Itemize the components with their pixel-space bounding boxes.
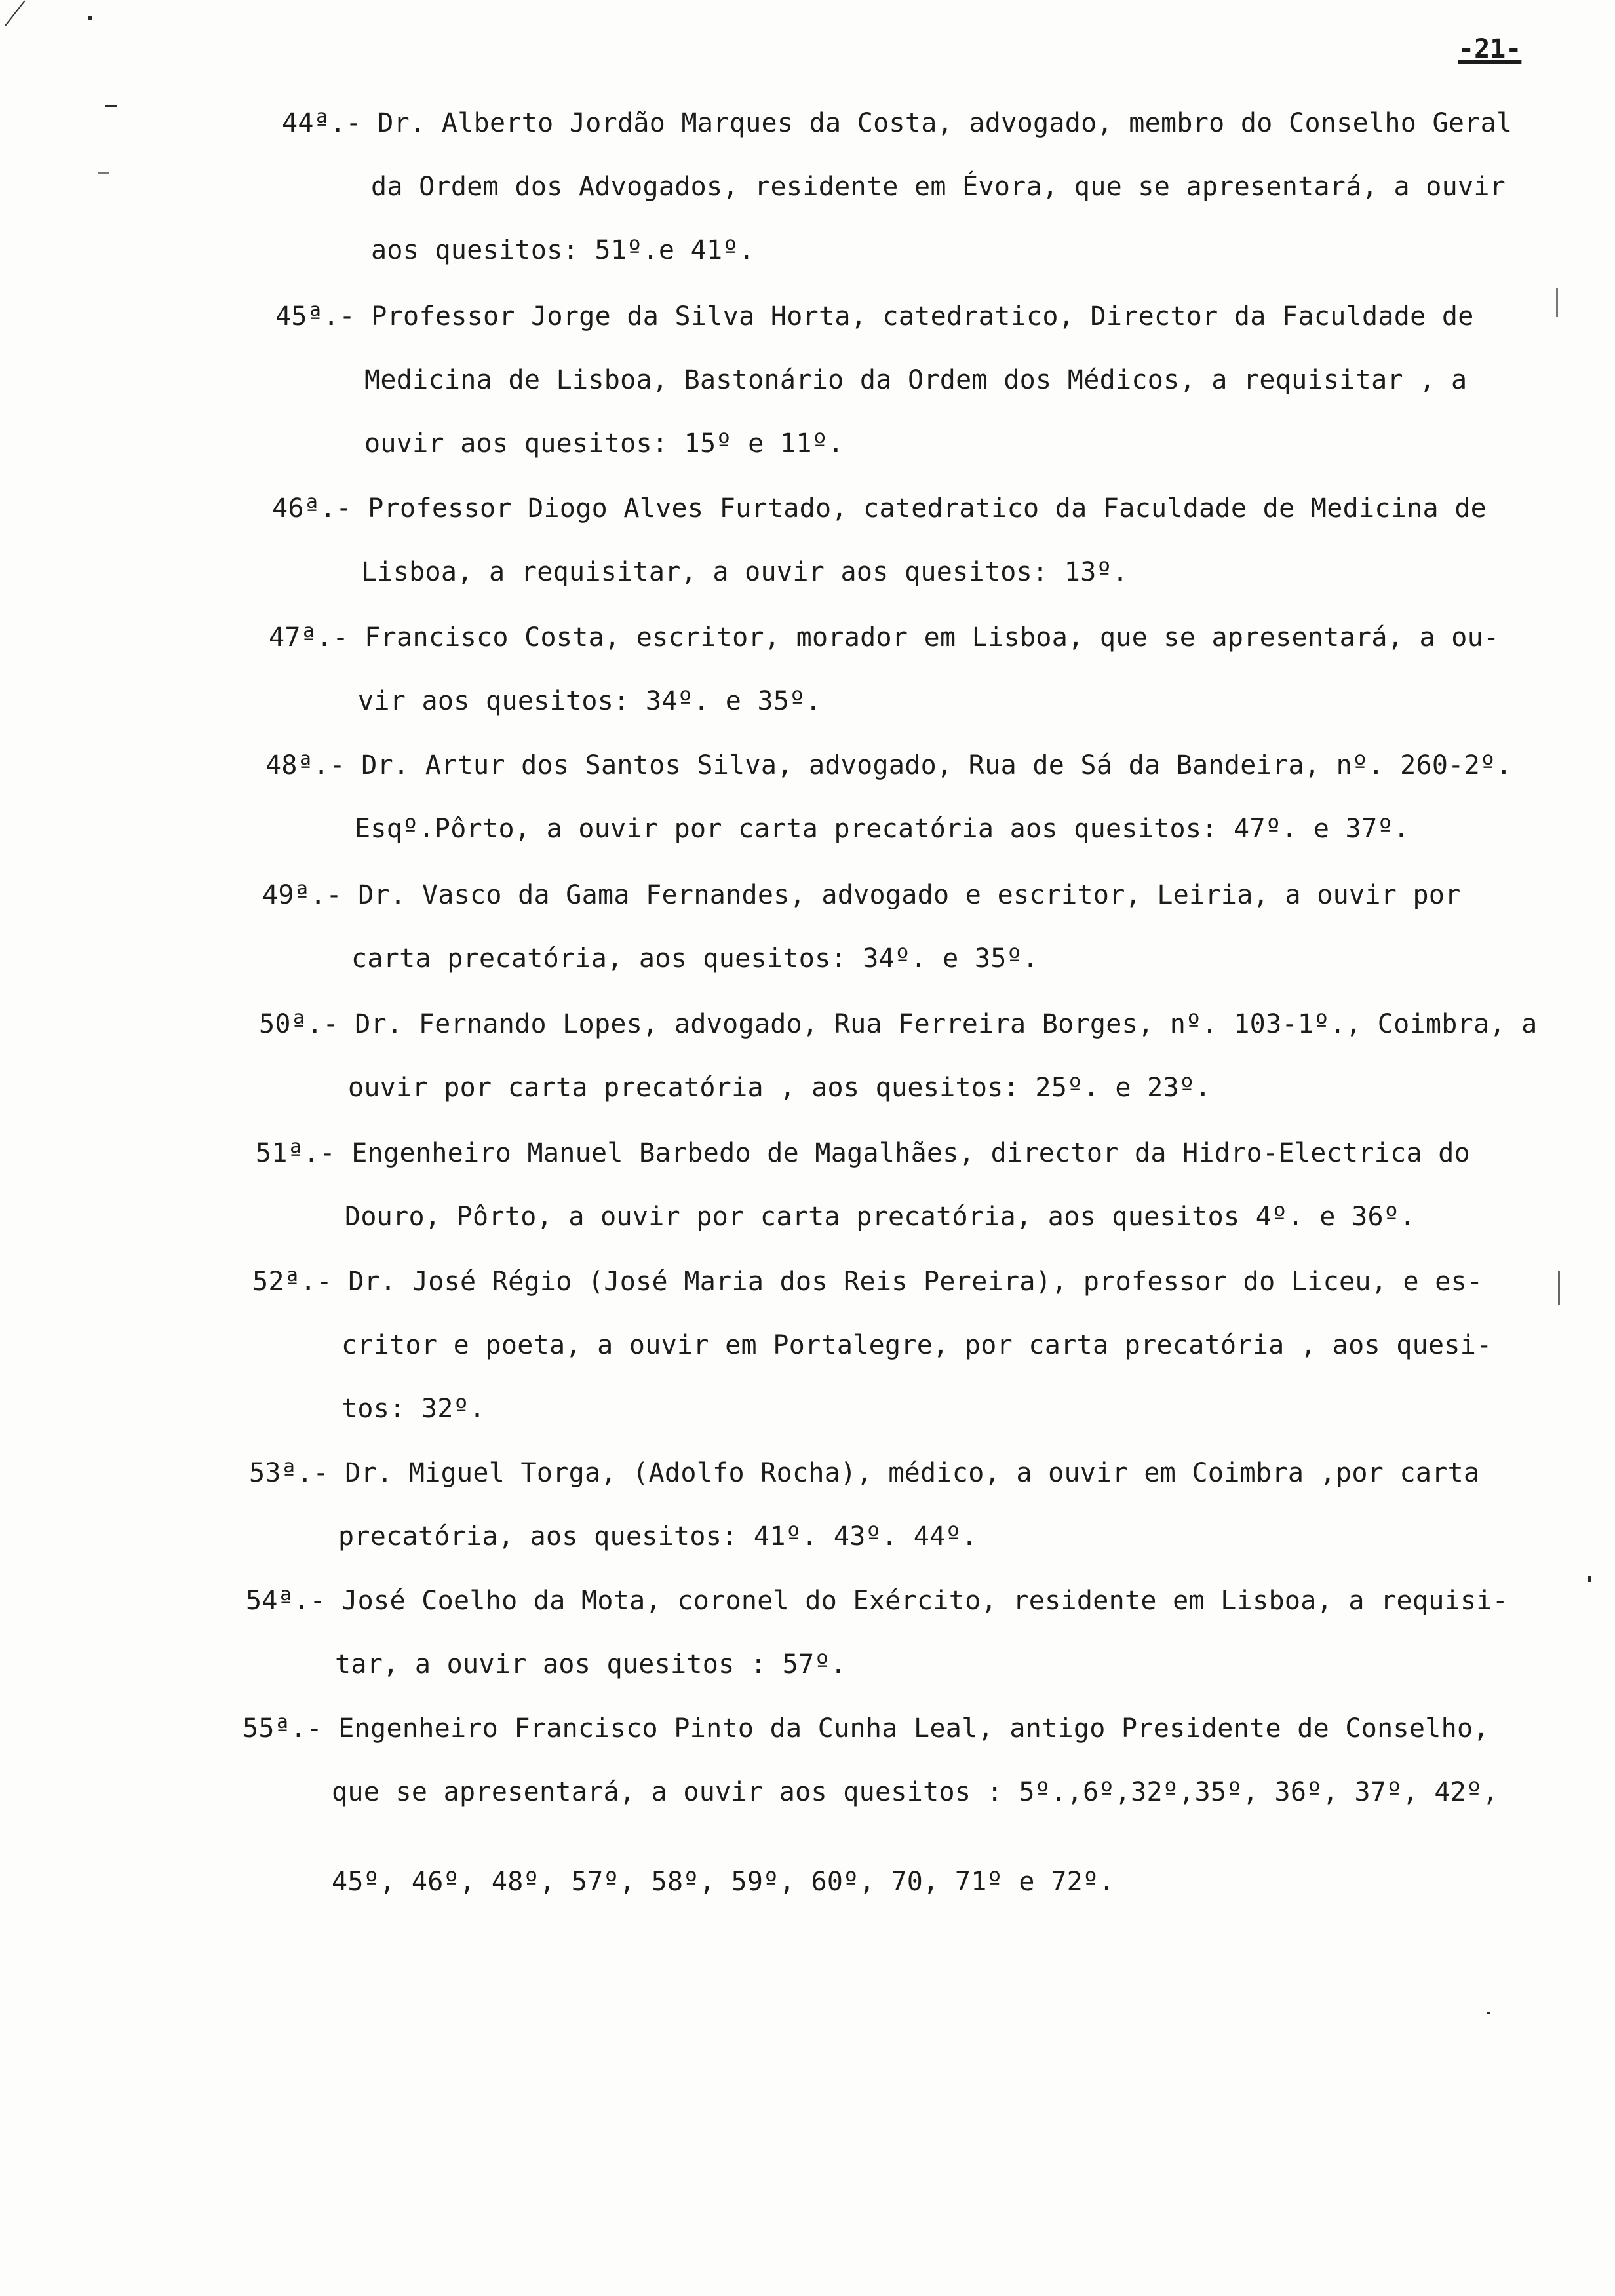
entry-first-line: 45ª.- Professor Jorge da Silva Horta, catedratico, Director da Faculdade de xyxy=(275,301,1474,332)
entry-continuation-line: ouvir aos quesitos: 15º e 11º. xyxy=(364,429,844,459)
margin-dot xyxy=(1487,2012,1490,2014)
entry-continuation-line: ouvir por carta precatória , aos quesitos: 25º. e 23º. xyxy=(348,1073,1211,1103)
witness-entry xyxy=(272,477,1615,604)
entry-continuation-line: carta precatória, aos quesitos: 34º. e 35º. xyxy=(351,944,1039,974)
witness-entry xyxy=(262,864,1615,991)
entry-first-line: 51ª.- Engenheiro Manuel Barbedo de Magalhães, director da Hidro-Electrica do xyxy=(256,1138,1471,1168)
witness-entry xyxy=(282,92,1615,282)
witness-entry xyxy=(246,1569,1615,1696)
entry-first-line: 54ª.- José Coelho da Mota, coronel do Exército, residente em Lisboa, a requisi- xyxy=(246,1586,1509,1616)
entry-continuation-line: tar, a ouvir aos quesitos : 57º. xyxy=(335,1649,847,1679)
margin-dash xyxy=(105,105,117,107)
witness-entry xyxy=(275,285,1615,476)
margin-dot xyxy=(88,16,92,20)
entry-continuation-line: vir aos quesitos: 34º. e 35º. xyxy=(358,686,822,716)
margin-pencil-stroke xyxy=(5,0,25,26)
entry-continuation-line: precatória, aos quesitos: 41º. 43º. 44º. xyxy=(338,1521,978,1552)
entry-continuation-line: da Ordem dos Advogados, residente em Évora, que se apresentará, a ouvir xyxy=(371,172,1506,202)
witness-entry xyxy=(265,734,1615,861)
entry-first-line: 52ª.- Dr. José Régio (José Maria dos Reis Pereira), professor do Liceu, e es- xyxy=(252,1267,1483,1297)
entry-first-line: 47ª.- Francisco Costa, escritor, morador em Lisboa, que se apresentará, a ou- xyxy=(269,622,1500,653)
entry-continuation-line: aos quesitos: 51º.e 41º. xyxy=(371,235,755,265)
witness-entry xyxy=(259,993,1615,1120)
entry-continuation-line: critor e poeta, a ouvir em Portalegre, por carta precatória , aos quesi- xyxy=(341,1330,1492,1360)
entry-first-line: 49ª.- Dr. Vasco da Gama Fernandes, advogado e escritor, Leiria, a ouvir por xyxy=(262,880,1461,910)
witness-entry xyxy=(252,1250,1615,1441)
margin-dash xyxy=(98,172,109,174)
entry-continuation-line: Esqº.Pôrto, a ouvir por carta precatória aos quesitos: 47º. e 37º. xyxy=(355,814,1410,844)
entry-continuation-line: Douro, Pôrto, a ouvir por carta precatória, aos quesitos 4º. e 36º. xyxy=(345,1202,1416,1232)
entry-first-line: 44ª.- Dr. Alberto Jordão Marques da Costa, advogado, membro do Conselho Geral xyxy=(282,108,1513,138)
witness-entry xyxy=(249,1442,1615,1569)
entry-first-line: 48ª.- Dr. Artur dos Santos Silva, advogado, Rua de Sá da Bandeira, nº. 260-2º. xyxy=(265,750,1512,780)
entry-continuation-line: tos: 32º. xyxy=(341,1394,486,1424)
page-number: -21- xyxy=(1458,34,1522,64)
entry-first-line: 50ª.- Dr. Fernando Lopes, advogado, Rua Ferreira Borges, nº. 103-1º., Coimbra, a xyxy=(259,1009,1538,1039)
entry-continuation-line: Medicina de Lisboa, Bastonário da Ordem dos Médicos, a requisitar , a xyxy=(364,365,1468,395)
entry-continuation-line: que se apresentará, a ouvir aos quesitos : 5º.,6º,32º,35º, 36º, 37º, 42º, xyxy=(332,1777,1498,1807)
entry-continuation-line: Lisboa, a requisitar, a ouvir aos quesitos: 13º. xyxy=(361,557,1129,587)
entry-first-line: 46ª.- Professor Diogo Alves Furtado, catedratico da Faculdade de Medicina de xyxy=(272,493,1487,524)
witness-entry xyxy=(243,1697,1615,1914)
witness-entry xyxy=(269,606,1615,733)
entry-continuation-line: 45º, 46º, 48º, 57º, 58º, 59º, 60º, 70, 71º e 72º. xyxy=(332,1867,1115,1897)
entry-first-line: 55ª.- Engenheiro Francisco Pinto da Cunha Leal, antigo Presidente de Conselho, xyxy=(243,1713,1489,1744)
witness-entry xyxy=(256,1122,1615,1249)
entry-first-line: 53ª.- Dr. Miguel Torga, (Adolfo Rocha), médico, a ouvir em Coimbra ,por carta xyxy=(249,1458,1480,1488)
